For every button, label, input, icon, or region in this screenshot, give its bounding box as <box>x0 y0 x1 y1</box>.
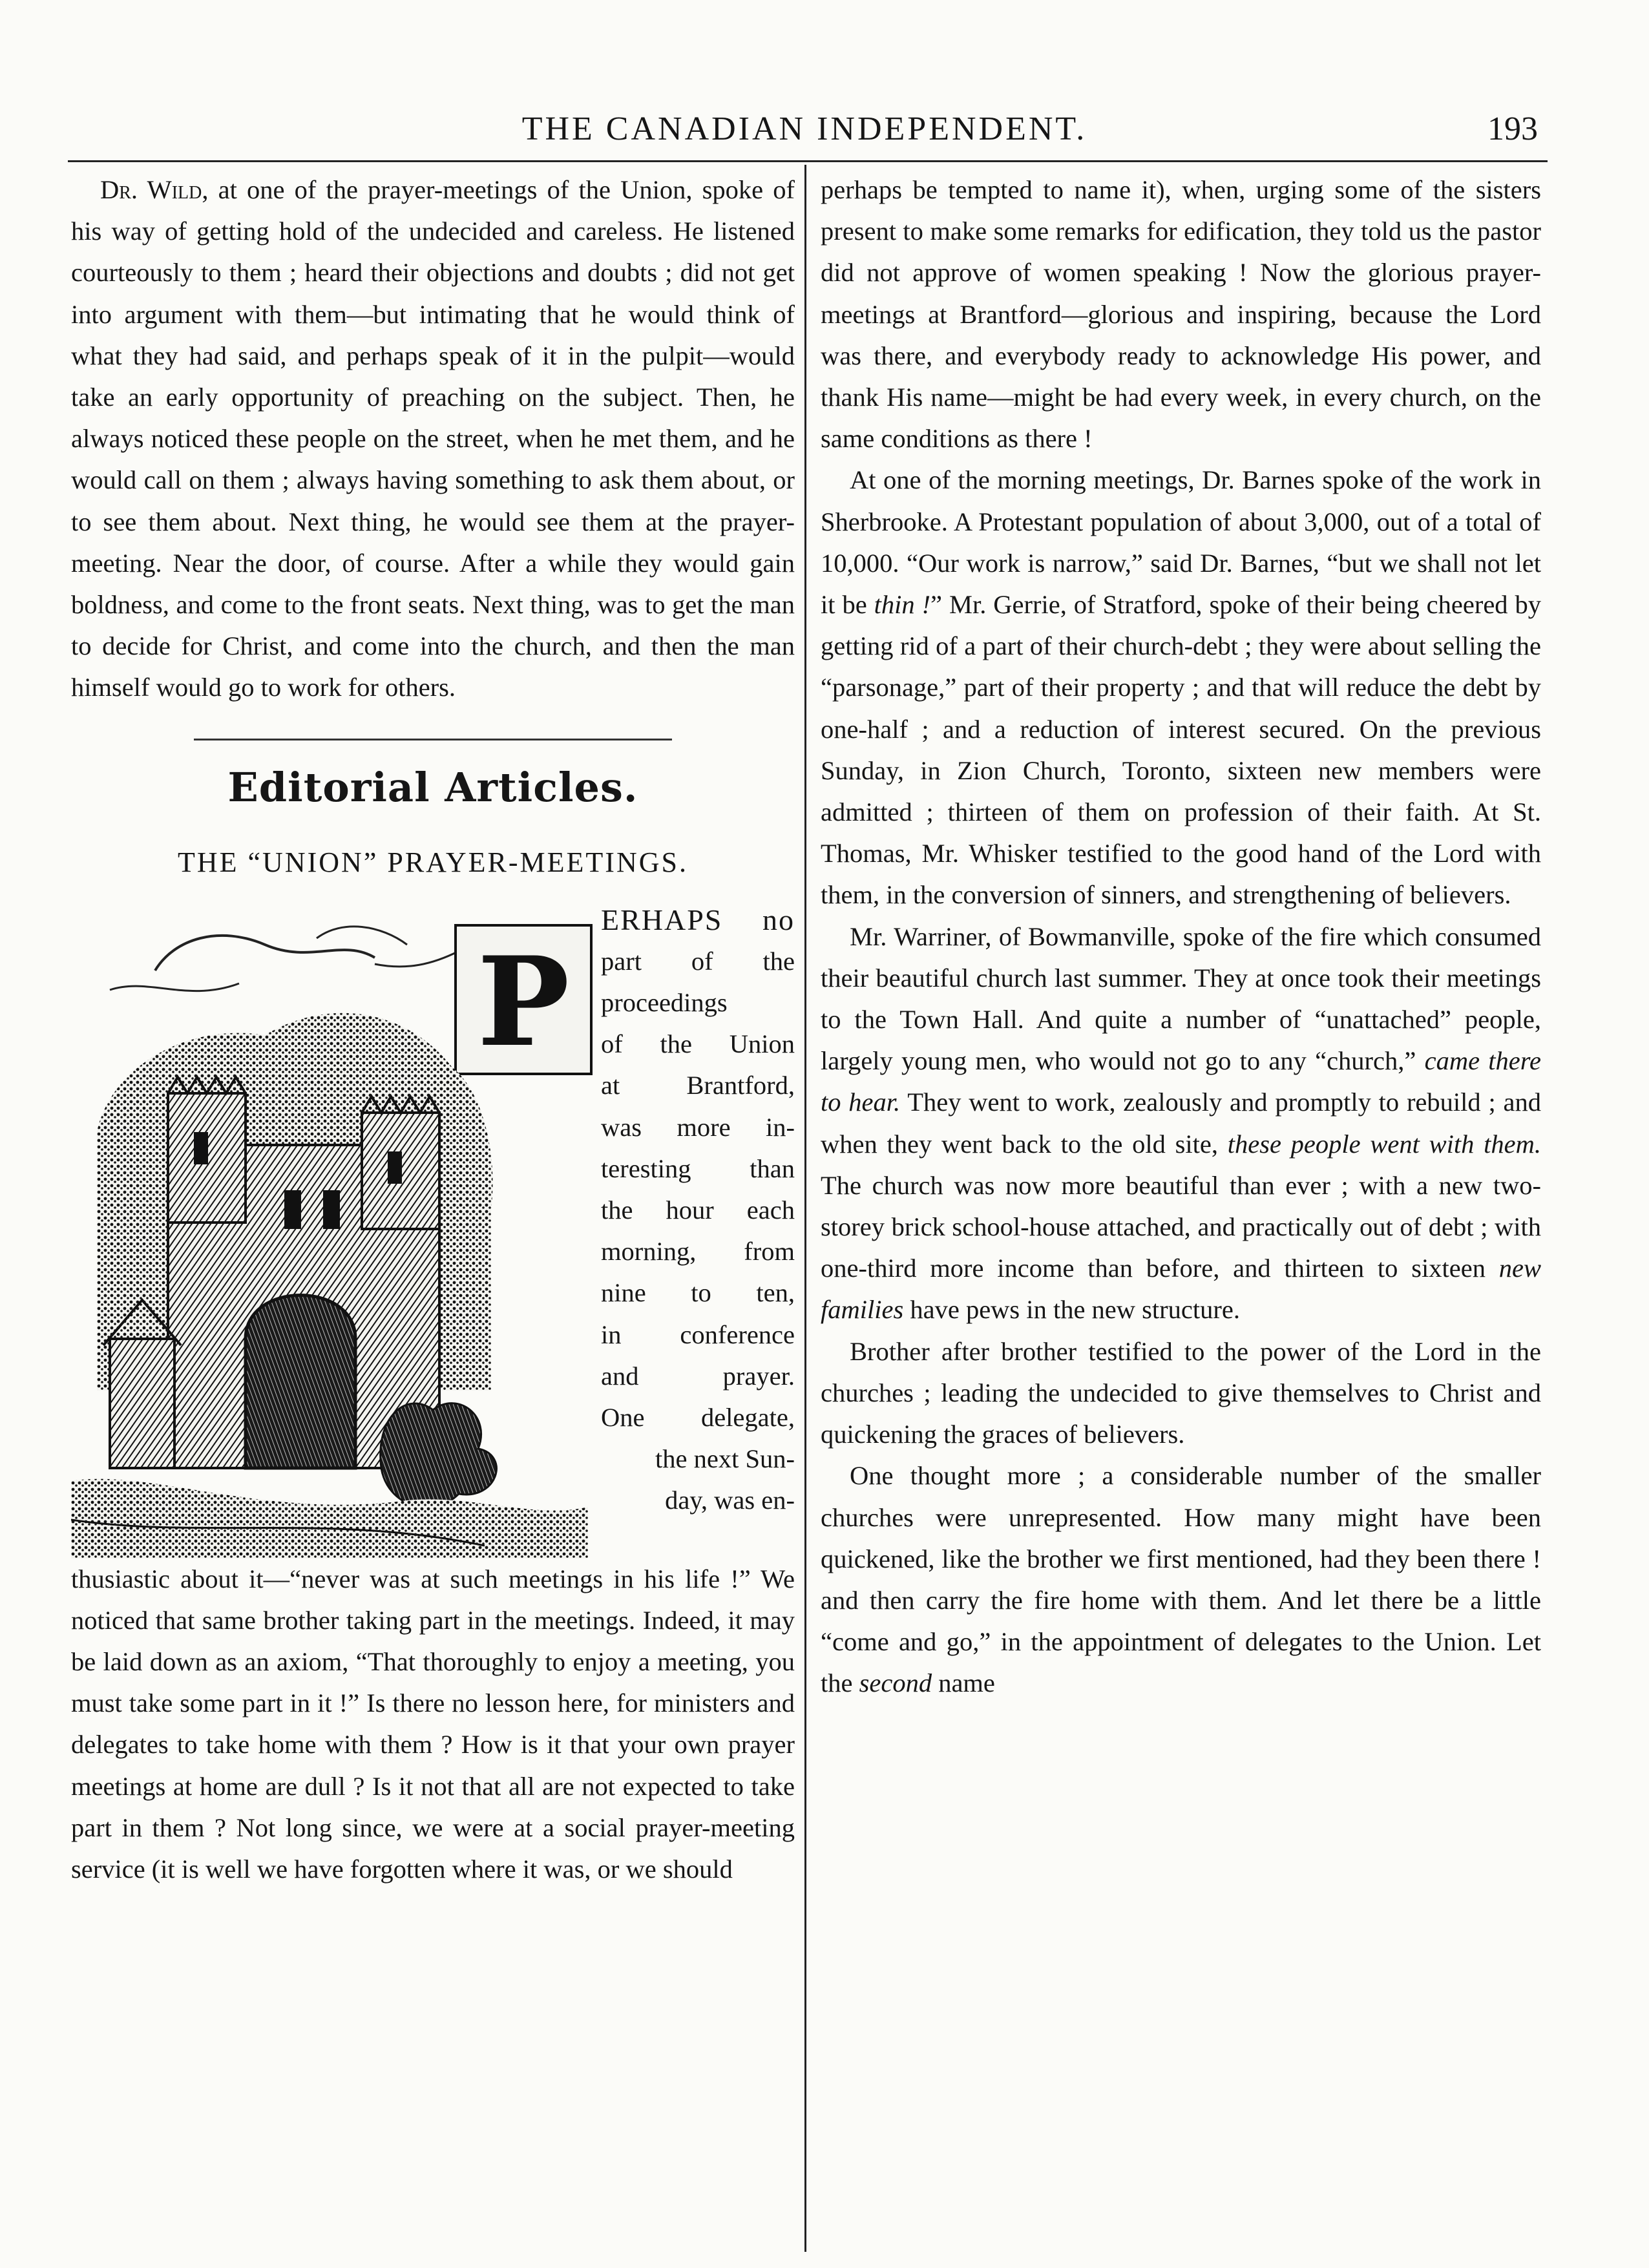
paragraph-closing <box>821 1455 1541 1704</box>
wrapped-line: at Brantford, <box>601 1071 795 1100</box>
text-run: have pews in the new structure. <box>903 1295 1240 1325</box>
wrapped-line: proceedings <box>601 988 728 1018</box>
page-header <box>71 110 1538 162</box>
wrapped-text <box>601 899 795 1522</box>
drop-cap: P <box>477 929 570 1074</box>
wrapped-line: part of the <box>601 946 795 976</box>
article-continuation: thusiastic about it—“never was at such meetings in his life !” We noticed that same brother taking part in the meetings. Indeed, it may be laid down as an axiom, “That thoroughly to enjoy a meeting, you must take some part in it !” Is there no lesson here, for ministers and delegates to take home with them ? How is it that your own prayer meetings at home are dull ? Is it not that all are not expected to take part in them ? Not long since, we were at a social prayer-meeting service (it is well we have forgotten where it was, or we should <box>71 1564 795 1884</box>
wrapped-line: and prayer. <box>601 1361 795 1391</box>
text-run: name <box>932 1668 995 1698</box>
dr-wild-paragraph <box>71 169 795 709</box>
article-title: THE “UNION” PRAYER-MEETINGS. <box>178 846 688 878</box>
paragraph-warriner <box>821 916 1541 1331</box>
italic-run: came there to hear. <box>821 1046 1541 1117</box>
section-heading: Editorial Articles. <box>227 763 638 811</box>
italic-run: new families <box>821 1254 1541 1325</box>
text-run: Mr. Warriner, of Bowmanville, spoke of the fire which consumed their beautiful church last summer. They at once took their meetings to the Town Hall. And quite a number of “unattached” people, largely young men, who would not go to any “church,” <box>821 921 1541 1076</box>
text-run: The church was now more beautiful than ever ; with a new two-storey brick school-house attached, and practically out of debt ; with one-third more income than before, and thirteen to sixteen <box>821 1170 1541 1283</box>
wrapped-line: morning, from <box>601 1237 795 1266</box>
header-rule <box>68 160 1548 162</box>
paragraph: Brother after brother testified to the power of the Lord in the churches ; leading the undecided to give themselves to Christ and quickening the graces of believers. <box>821 1336 1541 1449</box>
wrapped-line: was more in- <box>601 1112 795 1142</box>
page-number: 193 <box>1487 110 1538 147</box>
wrapped-line: the next Sun- <box>655 1444 795 1474</box>
paragraph-barnes <box>821 459 1541 916</box>
wrapped-line: of the Union <box>601 1029 795 1059</box>
dr-wild-text: , at one of the prayer-meetings of the Union, spoke of his way of getting hold of the undecided and careless. He listened courteously to them ; heard their objections and doubts ; did not get into argument with them—but intimating that he would think of what they had said, and perhaps speak of it in the pulpit—would take an early opportunity of preaching on the subject. Then, he always noticed these people on the street, when he met them, and he would call on them ; always having something to ask them about, or to see them about. Next thing, he would see them at the prayer-meeting. Near the door, of course. After a while they would gain boldness, and come to the front seats. Next thing, was to get the man to decide for Christ, and come into the church, and then the man himself would go to work for others. <box>71 175 795 702</box>
wrapped-line: day, was en- <box>665 1486 795 1515</box>
italic-run: thin ! <box>874 590 931 620</box>
publication-title: THE CANADIAN INDEPENDENT. <box>521 110 1087 147</box>
wrapped-line: teresting than <box>601 1153 795 1183</box>
wrapped-line: nine to ten, <box>601 1278 795 1308</box>
text-run: ” Mr. Gerrie, of Stratford, spoke of their being cheered by getting rid of a part of their church-debt ; they were about selling the “parsonage,” part of their property ; and that will reduce the debt by one-half ; and a reduction of interest secured. On the previous Sunday, in Zion Church, Toronto, sixteen new members were admitted ; thirteen of them on profession of their faith. At St. Thomas, Mr. Whisker testified to the good hand of the Lord with them, in the conversion of sinners, and strengthening of believers. <box>821 590 1541 910</box>
left-column <box>71 169 795 1890</box>
italic-run: second <box>859 1668 932 1698</box>
text-run: One thought more ; a considerable number of the smaller churches were unrepresented. How many might have been quickened, like the brother we first mentioned, had they been there ! and then carry the fire home with them. And let there be a little “come and go,” in the appointment of delegates to the Union. Let the <box>821 1461 1541 1698</box>
wrapped-line: One delegate, <box>601 1403 795 1433</box>
dr-wild-lead: Dr. Wild <box>100 175 202 204</box>
column-divider <box>804 165 806 2252</box>
text-run: They went to work, zealously and promptly to rebuild ; and when they went back to the old site, <box>821 1087 1541 1159</box>
paragraph: perhaps be tempted to name it), when, urging some of the sisters present to make some remarks for edification, they told us the pastor did not approve of women speaking ! Now the glorious prayer-meetings at Brantford—glorious and inspiring, because the Lord was there, and everybody ready to acknowledge His power, and thank His name—might be had every week, in every church, on the same conditions as there ! <box>821 175 1541 454</box>
figure-block <box>71 899 795 1559</box>
section-divider <box>194 739 672 740</box>
italic-run: these people went with them. <box>1227 1129 1541 1159</box>
wrapped-line: ERHAPS no <box>601 903 795 936</box>
right-column <box>821 169 1541 1705</box>
text-run: At one of the morning meetings, Dr. Barnes spoke of the work in Sherbrooke. A Protestant population of about 3,000, out of a total of 10,000. “Our work is narrow,” said Dr. Barnes, “but we shall not let it be <box>821 465 1541 620</box>
wrapped-line: in conference <box>601 1319 795 1349</box>
castle-gate-illustration <box>71 899 601 1559</box>
wrapped-line: the hour each <box>601 1195 795 1225</box>
